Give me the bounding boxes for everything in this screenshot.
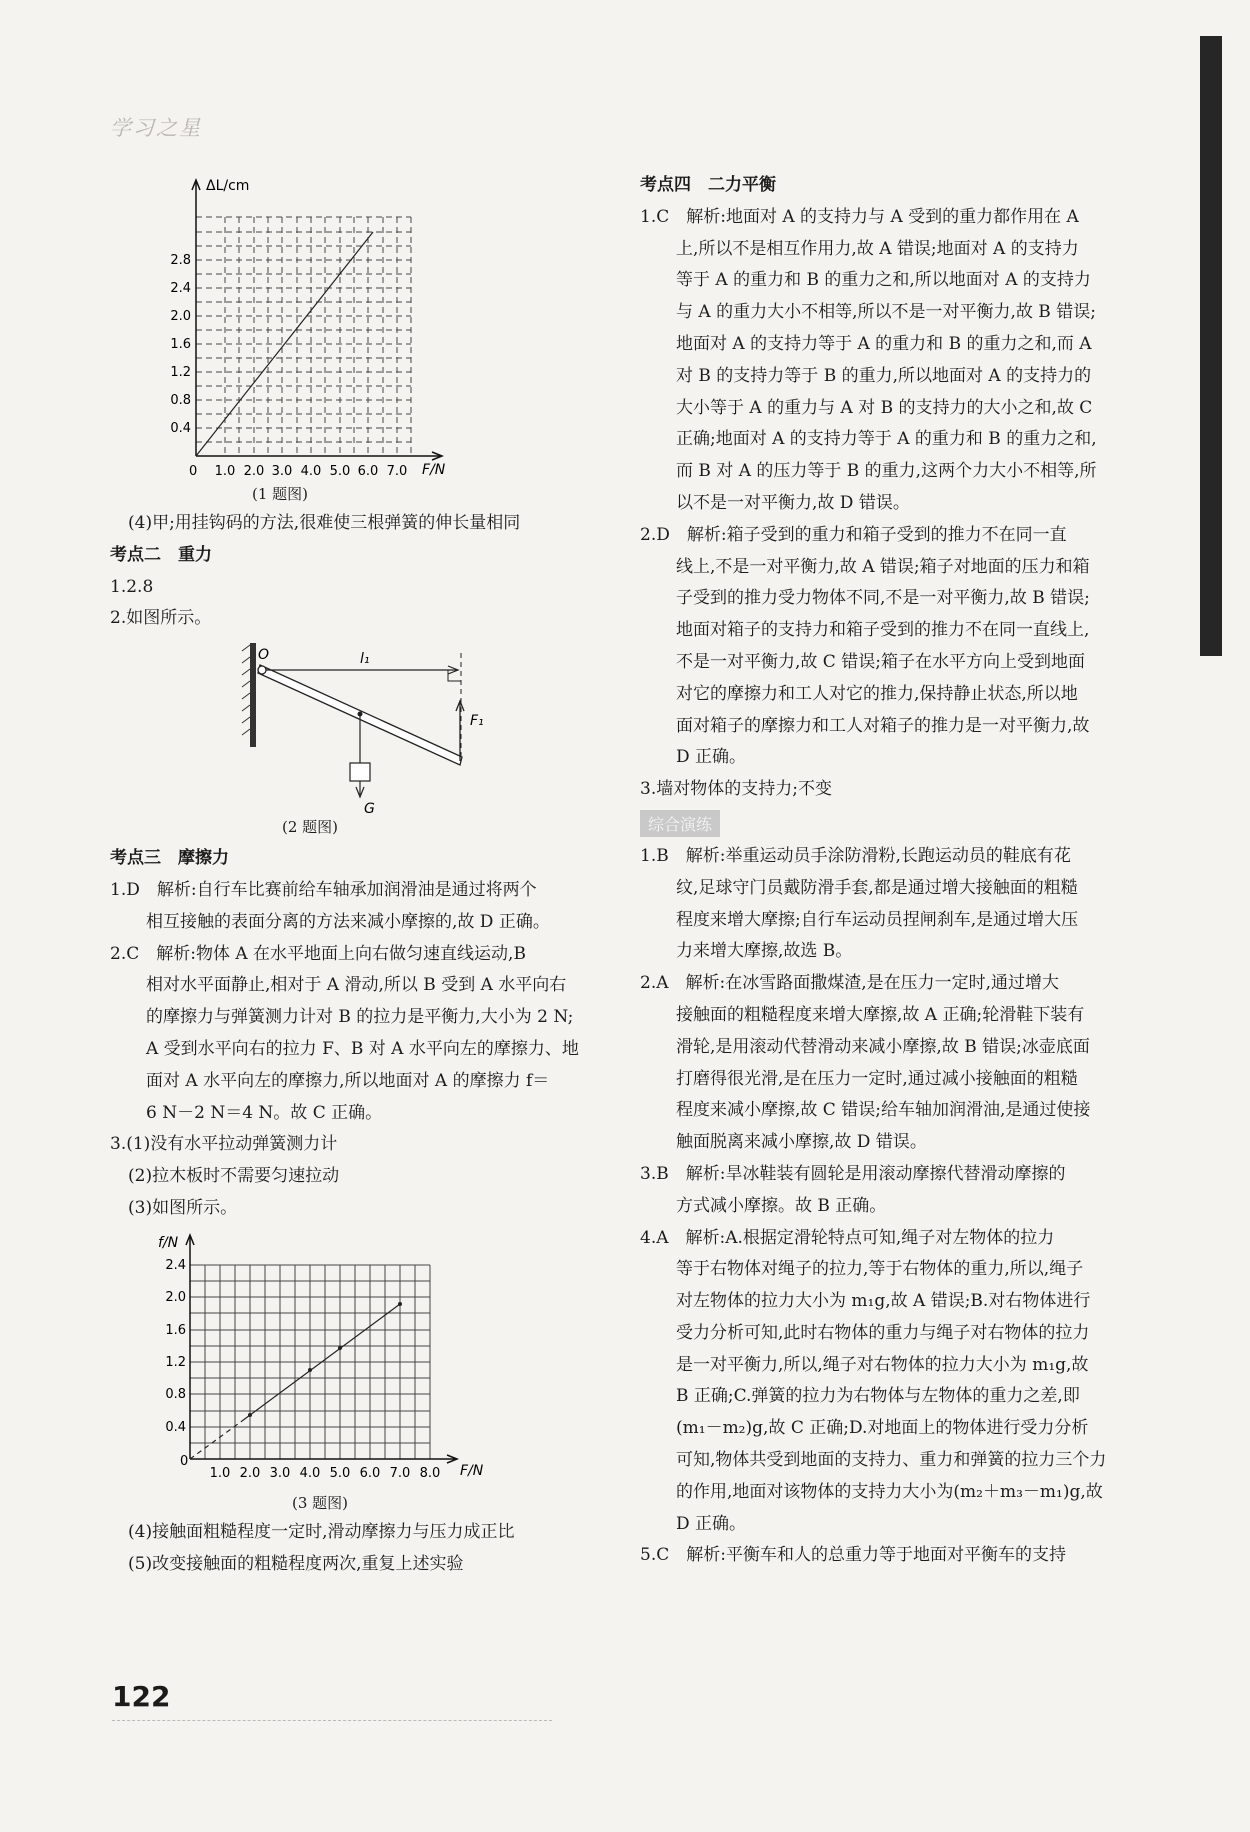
fig3-point (308, 1368, 312, 1372)
figure-3-graph (110, 1225, 630, 1493)
fig1-ytick: 0.8 (170, 393, 191, 408)
practice-line: 2.A 解析:在冰雪路面撒煤渣,是在压力一定时,通过增大 (640, 973, 1060, 994)
balance-line: 子受到的推力受力物体不同,不是一对平衡力,故 B 错误; (676, 588, 1090, 609)
practice-line: 程度来减小摩擦,故 C 错误;给车轴加润滑油,是通过使接 (676, 1100, 1091, 1121)
practice-line: 对左物体的拉力大小为 m₁g,故 A 错误;B.对右物体进行 (676, 1291, 1091, 1312)
figure-3-caption: (3 题图) (291, 1493, 349, 1512)
fig1-xtick: 1.0 (214, 464, 236, 479)
balance-line: 1.C 解析:地面对 A 的支持力与 A 受到的重力都作用在 A (640, 206, 1079, 227)
balance-line: 以不是一对平衡力,故 D 错误。 (676, 492, 910, 513)
practice-line: 是一对平衡力,所以,绳子对右物体的拉力大小为 m₁g,故 (676, 1354, 1089, 1375)
fig3-xtick: 3.0 (269, 1465, 291, 1481)
fig1-xtick: 6.0 (357, 464, 379, 479)
fig3-xtick: 7.0 (389, 1465, 411, 1481)
fig1-xtick: 3.0 (271, 464, 293, 479)
friction-after-fig3: (5)改变接触面的粗糙程度两次,重复上述实验 (128, 1553, 464, 1574)
fig1-ytick: 2.0 (170, 309, 191, 324)
balance-line: 2.D 解析:箱子受到的重力和箱子受到的推力不在同一直 (640, 524, 1067, 545)
left-column (110, 170, 630, 1580)
practice-line: 4.A 解析:A.根据定滑轮特点可知,绳子对左物体的拉力 (640, 1227, 1055, 1248)
gravity-q1: 1.2.8 (110, 576, 154, 597)
fig1-xticks (215, 464, 408, 479)
fig3-xtick: 4.0 (299, 1465, 321, 1481)
fig3-xticks (210, 1466, 441, 1481)
fig3-point (248, 1413, 252, 1417)
gravity-q2: 2.如图所示。 (110, 608, 212, 629)
fig3-xtick: 6.0 (359, 1465, 381, 1481)
balance-line: 与 A 的重力大小不相等,所以不是一对平衡力,故 B 错误; (676, 302, 1096, 323)
balance-line: 而 B 对 A 的压力等于 B 的重力,这两个力大小不相等,所 (676, 461, 1097, 482)
practice-line: (m₁－m₂)g,故 C 正确;D.对地面上的物体进行受力分析 (676, 1418, 1089, 1439)
friction-line: 3.(1)没有水平拉动弹簧测力计 (110, 1134, 338, 1155)
balance-line: 不是一对平衡力,故 C 错误;箱子在水平方向上受到地面 (676, 651, 1085, 672)
fig1-grid (196, 217, 411, 456)
section-balance-heading: 考点四 二力平衡 (640, 175, 776, 195)
fig1-xtick: 2.0 (243, 464, 265, 479)
fig2-label-f1: F₁ (470, 713, 484, 730)
fig1-ytick: 2.8 (170, 253, 191, 268)
fig1-xlabel: F/N (422, 462, 446, 478)
friction-line: 相对水平面静止,相对于 A 滑动,所以 B 受到 A 水平向右 (146, 975, 567, 996)
fig1-ylabel: ΔL/cm (206, 178, 250, 194)
practice-line: 可知,物体共受到地面的支持力、重力和弹簧的拉力三个力 (676, 1450, 1107, 1471)
practice-line: 滑轮,是用滚动代替滑动来减小摩擦,故 B 错误;冰壶底面 (676, 1036, 1090, 1057)
fig1-axes (192, 180, 442, 460)
section-friction-heading: 考点三 摩擦力 (110, 848, 229, 869)
fig2-label-l1: l₁ (360, 651, 370, 668)
header-brand: 学习之星 (110, 116, 202, 140)
balance-line: 上,所以不是相互作用力,故 A 错误;地面对 A 的支持力 (676, 238, 1079, 259)
right-column (640, 170, 1172, 1572)
footer-rule (112, 1720, 552, 1721)
balance-line: 线上,不是一对平衡力,故 A 错误;箱子对地面的压力和箱 (676, 556, 1090, 577)
fig2-label-g: G (364, 801, 375, 818)
fig3-grid (190, 1265, 430, 1459)
fig2-wall (250, 643, 256, 747)
balance-line: 3.墙对物体的支持力;不变 (640, 779, 832, 800)
fig3-ytick: 0.8 (165, 1386, 186, 1402)
fig3-xtick: 8.0 (419, 1465, 441, 1481)
fig3-axes (186, 1235, 457, 1463)
balance-line: 正确;地面对 A 的支持力等于 A 的重力和 B 的重力之和, (676, 429, 1097, 450)
fig1-ytick: 1.6 (170, 337, 191, 352)
fig2-label-o: O (258, 647, 270, 664)
fig3-ylabel: f/N (158, 1234, 179, 1251)
figure-2-lever-diagram (110, 635, 630, 823)
friction-line: 相互接触的表面分离的方法来减小摩擦的,故 D 正确。 (146, 911, 550, 932)
practice-line: 1.B 解析:举重运动员手涂防滑粉,长跑运动员的鞋底有花 (640, 845, 1071, 866)
friction-line: 2.C 解析:物体 A 在水平地面上向右做匀速直线运动,B (110, 943, 526, 964)
friction-after-fig3: (4)接触面粗糙程度一定时,滑动摩擦力与压力成正比 (128, 1521, 515, 1542)
practice-line: 受力分析可知,此时右物体的重力与绳子对右物体的拉力 (676, 1322, 1090, 1343)
balance-line: 对 B 的支持力等于 B 的重力,所以地面对 A 的支持力的 (676, 365, 1092, 386)
friction-line: (2)拉木板时不需要匀速拉动 (128, 1166, 340, 1187)
figure-1-graph (110, 170, 630, 480)
fig3-origin: 0 (180, 1453, 189, 1469)
friction-line: 1.D 解析:自行车比赛前给车轴承加润滑油是通过将两个 (110, 879, 537, 900)
friction-line: 的摩擦力与弹簧测力计对 B 的拉力是平衡力,大小为 2 N; (146, 1007, 574, 1028)
page-edge-bar (1200, 36, 1222, 656)
practice-line: 的作用,地面对该物体的支持力大小为(m₂＋m₃－m₁)g,故 (676, 1481, 1103, 1502)
comprehensive-practice-tag: 综合演练 (640, 810, 720, 837)
balance-line: 地面对箱子的支持力和箱子受到的推力不在同一直线上, (676, 620, 1090, 641)
section-gravity-heading: 考点二 重力 (110, 544, 212, 565)
friction-line: 6 N－2 N＝4 N。故 C 正确。 (146, 1102, 383, 1123)
practice-line: 触面脱离来减小摩擦,故 D 错误。 (676, 1132, 927, 1153)
fig3-xlabel: F/N (460, 1462, 484, 1479)
balance-line: 地面对 A 的支持力等于 A 的重力和 B 的重力之和,而 A (676, 333, 1092, 354)
q1-part4: (4)甲;用挂钩码的方法,很难使三根弹簧的伸长量相同 (128, 513, 521, 533)
fig3-ytick: 1.6 (165, 1322, 186, 1338)
fig3-ytick: 0.4 (165, 1419, 186, 1435)
balance-line: 对它的摩擦力和工人对它的推力,保持静止状态,所以地 (676, 683, 1078, 704)
figure-2-caption: (2 题图) (281, 818, 339, 837)
practice-line: B 正确;C.弹簧的拉力为右物体与左物体的重力之差,即 (676, 1386, 1080, 1407)
fig1-ytick: 0.4 (170, 421, 191, 436)
practice-line: 方式减小摩擦。故 B 正确。 (676, 1195, 887, 1216)
friction-line: 面对 A 水平向左的摩擦力,所以地面对 A 的摩擦力 f＝ (146, 1070, 550, 1091)
fig3-xtick: 2.0 (239, 1465, 261, 1481)
practice-line: 接触面的粗糙程度来增大摩擦,故 A 正确;轮滑鞋下装有 (676, 1004, 1085, 1025)
fig3-point (338, 1346, 342, 1350)
fig3-yticks (165, 1258, 186, 1435)
fig1-xtick: 4.0 (300, 464, 322, 479)
practice-line: 打磨得很光滑,是在压力一定时,通过减小接触面的粗糙 (676, 1068, 1078, 1089)
fig3-xtick: 1.0 (209, 1465, 231, 1481)
balance-line: 等于 A 的重力和 B 的重力之和,所以地面对 A 的支持力 (676, 270, 1091, 291)
fig1-ytick: 2.4 (170, 281, 191, 296)
practice-line: 纹,足球守门员戴防滑手套,都是通过增大接触面的粗糙 (676, 877, 1078, 898)
fig1-xtick: 5.0 (329, 464, 351, 479)
figure-1-caption: (1 题图) (251, 485, 309, 503)
fig3-ytick: 2.4 (165, 1257, 186, 1273)
fig2-pivot (258, 666, 266, 674)
balance-line: 面对箱子的摩擦力和工人对箱子的推力是一对平衡力,故 (676, 715, 1090, 736)
practice-line: D 正确。 (676, 1513, 747, 1534)
fig3-ytick: 1.2 (165, 1354, 186, 1370)
fig1-yticks (170, 253, 191, 436)
page-number: 122 (112, 1680, 171, 1713)
fig1-origin: 0 (189, 464, 198, 479)
fig3-point (398, 1302, 402, 1306)
fig3-ytick: 2.0 (165, 1289, 186, 1305)
fig2-weight-box (350, 763, 370, 781)
balance-line: D 正确。 (676, 747, 747, 768)
fig1-xtick: 7.0 (386, 464, 408, 479)
fig1-ytick: 1.2 (170, 365, 191, 380)
friction-line: A 受到水平向右的拉力 F、B 对 A 水平向左的摩擦力、地 (146, 1038, 579, 1059)
practice-line: 5.C 解析:平衡车和人的总重力等于地面对平衡车的支持 (640, 1545, 1066, 1566)
practice-line: 等于右物体对绳子的拉力,等于右物体的重力,所以,绳子 (676, 1259, 1084, 1280)
friction-line: (3)如图所示。 (128, 1197, 238, 1218)
practice-line: 3.B 解析:旱冰鞋装有圆轮是用滚动摩擦代替滑动摩擦的 (640, 1163, 1066, 1184)
balance-line: 大小等于 A 的重力与 A 对 B 的支持力的大小之和,故 C (676, 397, 1093, 418)
practice-line: 力来增大摩擦,故选 B。 (676, 941, 853, 962)
practice-line: 程度来增大摩擦;自行车运动员捏闸刹车,是通过增大压 (676, 909, 1079, 930)
fig3-xtick: 5.0 (329, 1465, 351, 1481)
